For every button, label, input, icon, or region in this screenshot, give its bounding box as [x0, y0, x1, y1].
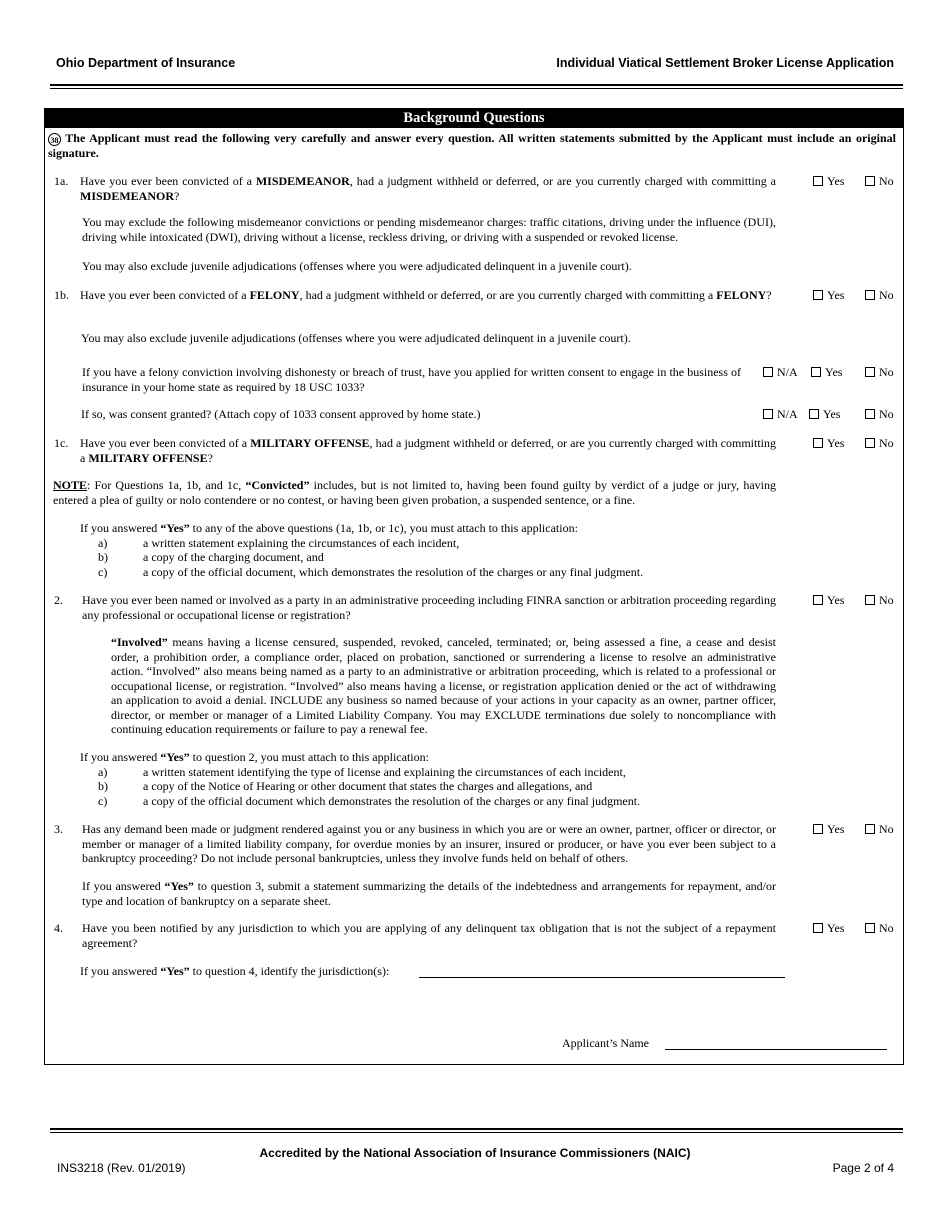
- q4-jurisdiction-label: If you answered “Yes” to question 4, identify the jurisdiction(s):: [80, 964, 390, 978]
- q2-number: 2.: [54, 593, 63, 607]
- q1a-question: Have you ever been convicted of a MISDEMEANOR, had a judgment withheld or deferred, or are you currently charged with committing a MISDEMEANOR?: [80, 174, 776, 203]
- q1b-granted-na-checkbox[interactable]: N/A: [763, 407, 798, 421]
- list-item: b) a copy of the charging document, and: [98, 550, 324, 564]
- q1a-juvenile-text: You may also exclude juvenile adjudications (offenses where you were adjudicated delinquent in a juvenile court).: [82, 259, 632, 273]
- q1a-number: 1a.: [54, 174, 69, 188]
- q4-number: 4.: [54, 921, 63, 935]
- q1b-granted-question: If so, was consent granted? (Attach copy of 1033 consent approved by home state.): [81, 407, 481, 421]
- q1c-number: 1c.: [54, 436, 69, 450]
- q2-involved-definition: “Involved” means having a license censured, suspended, revoked, canceled, terminated; or, being assessed a fine, a cease and desist order, a prohibition order, a compliance order, placed on probation, sanctioned or surrendering a license to resolve an administrative action. “Involved” also means being named as a party to an administrative or arbitration proceeding, which is related to a professional or occupational license, or registration. “Involved” also means having a license, or registration application denied or the act of withdrawing an application to avoid a denial. INCLUDE any business so named because of your actions in your capacity as an owner, partner officer, director, or member or manager of a Limited Liability Company. You may EXCLUDE terminations due solely to noncompliance with continuing education requirements or failure to pay a renewal fee.: [111, 635, 776, 736]
- q1a-yes-checkbox[interactable]: Yes: [813, 174, 844, 188]
- applicant-name-label: Applicant’s Name: [562, 1036, 649, 1050]
- q4-no-checkbox[interactable]: No: [865, 921, 894, 935]
- q1b-number: 1b.: [54, 288, 69, 302]
- list-item: a) a written statement explaining the circumstances of each incident,: [98, 535, 460, 550]
- q3-yes-checkbox[interactable]: Yes: [813, 822, 844, 836]
- list-item: b) a copy of the Notice of Hearing or other document that states the charges and allegations, and: [98, 779, 593, 793]
- q3-question: Has any demand been made or judgment rendered against you or any business in which you are or were an owner, partner, officer or director, or member or manager of a limited liability company, for overdue monies by an insurer, insured or producer, or have you ever been subject to a bankruptcy proceeding? Do not include personal bankruptcies, unless they involve funds held on behalf of others.: [82, 822, 776, 865]
- intro-text: [48, 131, 896, 160]
- q2-yes-checkbox[interactable]: Yes: [813, 593, 844, 607]
- list-item: a) a written statement identifying the type of license and explaining the circumstances of each incident,: [98, 764, 626, 779]
- q1b-granted-no-checkbox[interactable]: No: [865, 407, 894, 421]
- footer-rule-thin: [50, 1132, 903, 1133]
- q3-statement-instructions: If you answered “Yes” to question 3, submit a statement summarizing the details of the indebtedness and arrangements for repayment, and/or type and location of bankruptcy on a separate sheet.: [82, 879, 776, 908]
- header-rule-thin: [50, 88, 903, 89]
- q4-question: Have you been notified by any jurisdiction to which you are applying of any delinquent tax obligation that is not the subject of a repayment agreement?: [82, 921, 776, 950]
- q1a-no-checkbox[interactable]: No: [865, 174, 894, 188]
- q2-attachment-instructions: If you answered “Yes” to question 2, you must attach to this application: a) a written statement identifying the type of license and explaining the circumstances of each incident, b) a copy of the Notice of Hearing or other document that states the charges and allegations, and c) a copy of the official document which demonstrates the resolution of the charges or any final judgment.: [80, 750, 774, 808]
- q1c-no-checkbox[interactable]: No: [865, 436, 894, 450]
- q1c-question: Have you ever been convicted of a MILITARY OFFENSE, had a judgment withheld or deferred, or are you currently charged with committing a MILITARY OFFENSE?: [80, 436, 776, 465]
- q2-question: Have you ever been named or involved as a party in an administrative proceeding including FINRA sanction or arbitration proceeding regarding any professional or occupational license or registration?: [82, 593, 776, 622]
- q1-attachment-instructions: If you answered “Yes” to any of the above questions (1a, 1b, or 1c), you must attach to this application: a) a written statement explaining the circumstances of each incident, b) a copy of the charging document, and c) a copy of the official document, which demonstrates the resolution of the charges or any final judgment.: [80, 521, 774, 579]
- header-rule: [50, 84, 903, 86]
- footer-rule: [50, 1128, 903, 1130]
- q2-no-checkbox[interactable]: No: [865, 593, 894, 607]
- header-form-title: Individual Viatical Settlement Broker License Application: [556, 56, 894, 70]
- q1b-granted-yes-checkbox[interactable]: Yes: [809, 407, 840, 421]
- footer-accreditation: Accredited by the National Association of Insurance Commissioners (NAIC): [259, 1146, 691, 1160]
- background-questions-section: [44, 108, 904, 1065]
- q1c-yes-checkbox[interactable]: Yes: [813, 436, 844, 450]
- applicant-name-input-line[interactable]: [665, 1049, 887, 1050]
- q3-number: 3.: [54, 822, 63, 836]
- section-title: Background Questions: [45, 109, 903, 128]
- list-item: c) a copy of the official document, which demonstrates the resolution of the charges or any final judgment.: [98, 564, 644, 579]
- q1b-consent-na-checkbox[interactable]: N/A: [763, 365, 798, 379]
- q1b-question: Have you ever been convicted of a FELONY, had a judgment withheld or deferred, or are you currently charged with committing a FELONY?: [80, 288, 772, 302]
- list-item: c) a copy of the official document which demonstrates the resolution of the charges or any final judgment.: [98, 793, 641, 808]
- q1b-yes-checkbox[interactable]: Yes: [813, 288, 844, 302]
- header-agency: Ohio Department of Insurance: [56, 56, 236, 70]
- q1b-juvenile-text: You may also exclude juvenile adjudications (offenses where you were adjudicated delinquent in a juvenile court).: [81, 331, 631, 345]
- q1b-consent-no-checkbox[interactable]: No: [865, 365, 894, 379]
- q1b-consent-question: If you have a felony conviction involving dishonesty or breach of trust, have you applied for written consent to engage in the business of insurance in your home state as required by 18 USC 1033?: [82, 365, 741, 394]
- q3-no-checkbox[interactable]: No: [865, 822, 894, 836]
- footer-page-number: Page 2 of 4: [832, 1161, 894, 1175]
- intro-statement: The Applicant must read the following very carefully and answer every question. All written statements submitted by the Applicant must include an original signature.: [48, 131, 896, 160]
- q1b-consent-yes-checkbox[interactable]: Yes: [811, 365, 842, 379]
- footer-form-number: INS3218 (Rev. 01/2019): [57, 1161, 186, 1175]
- item-number-badge: 38: [48, 133, 61, 146]
- convicted-note: NOTE: For Questions 1a, 1b, and 1c, “Convicted” includes, but is not limited to, having been found guilty by verdict of a judge or jury, having entered a plea of guilty or nolo contendere or no contest, or having been given probation, a suspended sentence, or a fine.: [53, 478, 776, 507]
- q4-jurisdiction-input-line[interactable]: [419, 977, 785, 978]
- q1a-exclusion-text: You may exclude the following misdemeanor convictions or pending misdemeanor charges: traffic citations, driving under the influence (DUI), driving while intoxicated (DWI), driving without a license, reckless driving, or driving with a suspended or revoked license.: [82, 215, 776, 244]
- q4-yes-checkbox[interactable]: Yes: [813, 921, 844, 935]
- q1b-no-checkbox[interactable]: No: [865, 288, 894, 302]
